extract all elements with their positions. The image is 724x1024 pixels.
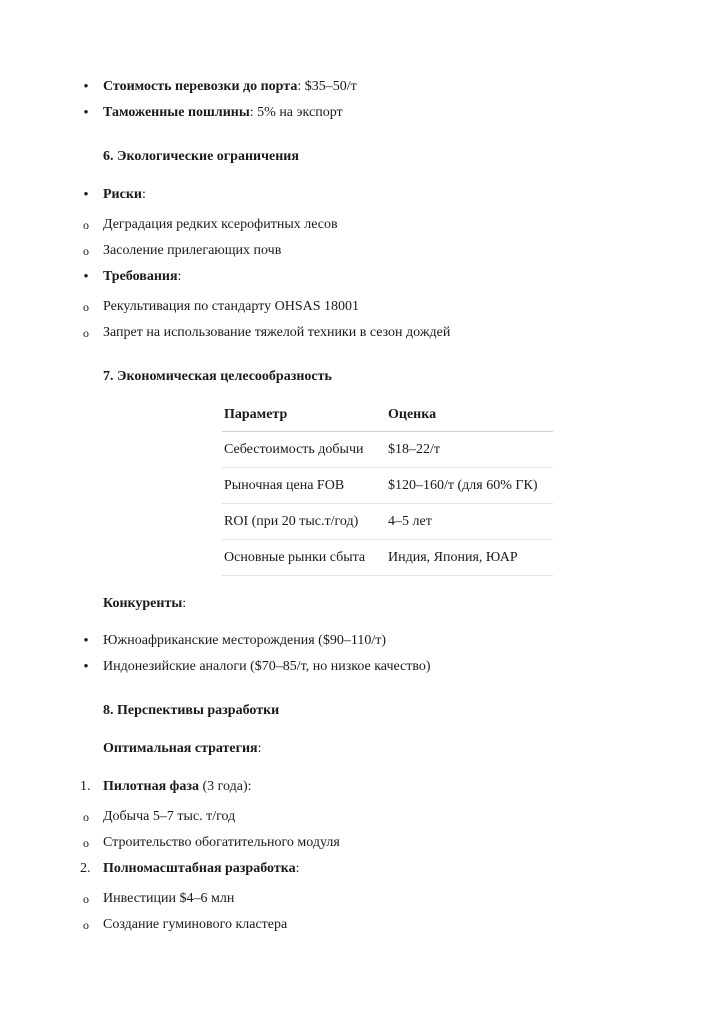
circle-bullet-icon: [76, 916, 96, 935]
subheading: Конкуренты:: [103, 596, 187, 611]
circle-bullet-icon: [76, 242, 96, 261]
list-item: Пилотная фаза (3 года):: [103, 779, 252, 794]
list-item: Индонезийские аналоги ($70–85/т, но низкое качество): [103, 659, 431, 674]
circle-bullet-icon: [76, 890, 96, 909]
section-heading: 6. Экологические ограничения: [103, 149, 299, 164]
table-row: [222, 432, 553, 468]
circle-bullet-icon: [76, 808, 96, 827]
table-header-cell: Параметр: [224, 407, 288, 422]
table-header-row: [222, 397, 553, 432]
circle-bullet-icon: [76, 834, 96, 853]
economics-table: [222, 397, 553, 576]
list-item: Рекультивация по стандарту OHSAS 18001: [103, 299, 360, 314]
list-item: Полномасштабная разработка:: [103, 861, 300, 876]
list-item: Стоимость перевозки до порта: $35–50/т: [103, 79, 357, 94]
table-row: [222, 504, 553, 540]
table-cell: ROI (при 20 тыс.т/год): [224, 514, 359, 529]
table-header-cell: Оценка: [388, 407, 437, 422]
list-item: Таможенные пошлины: 5% на экспорт: [103, 105, 343, 120]
subheading: Оптимальная стратегия:: [103, 741, 262, 756]
list-item: Запрет на использование тяжелой техники в сезон дождей: [103, 325, 451, 340]
section-heading: 7. Экономическая целесообразность: [103, 369, 332, 384]
table-cell: $120–160/т (для 60% ГК): [388, 478, 538, 493]
bullet-icon: [76, 268, 96, 287]
section-heading: 8. Перспективы разработки: [103, 703, 280, 718]
list-number: 1.: [80, 779, 91, 794]
list-item: Южноафриканские месторождения ($90–110/т): [103, 633, 386, 648]
circle-bullet-icon: [76, 216, 96, 235]
list-item: Создание гуминового кластера: [103, 917, 288, 932]
table-cell: Рыночная цена FOB: [224, 478, 345, 493]
bullet-icon: [76, 104, 96, 123]
bullet-icon: [76, 658, 96, 677]
list-item: Добыча 5–7 тыс. т/год: [103, 809, 236, 824]
circle-bullet-icon: [76, 324, 96, 343]
list-item: Риски:: [103, 187, 146, 202]
list-number: 2.: [80, 861, 91, 876]
bullet-icon: [76, 186, 96, 205]
table-cell: $18–22/т: [388, 442, 441, 457]
list-item: Требования:: [103, 269, 182, 284]
bullet-icon: [76, 78, 96, 97]
table-cell: Основные рынки сбыта: [224, 550, 366, 565]
list-item: Строительство обогатительного модуля: [103, 835, 340, 850]
table-row: [222, 540, 553, 576]
list-item: Деградация редких ксерофитных лесов: [103, 217, 338, 232]
bullet-icon: [76, 632, 96, 651]
list-item: Засоление прилегающих почв: [103, 243, 282, 258]
list-item: Инвестиции $4–6 млн: [103, 891, 235, 906]
table-cell: 4–5 лет: [388, 514, 432, 529]
circle-bullet-icon: [76, 298, 96, 317]
table-cell: Себестоимость добычи: [224, 442, 364, 457]
table-cell: Индия, Япония, ЮАР: [388, 550, 518, 565]
table-row: [222, 468, 553, 504]
